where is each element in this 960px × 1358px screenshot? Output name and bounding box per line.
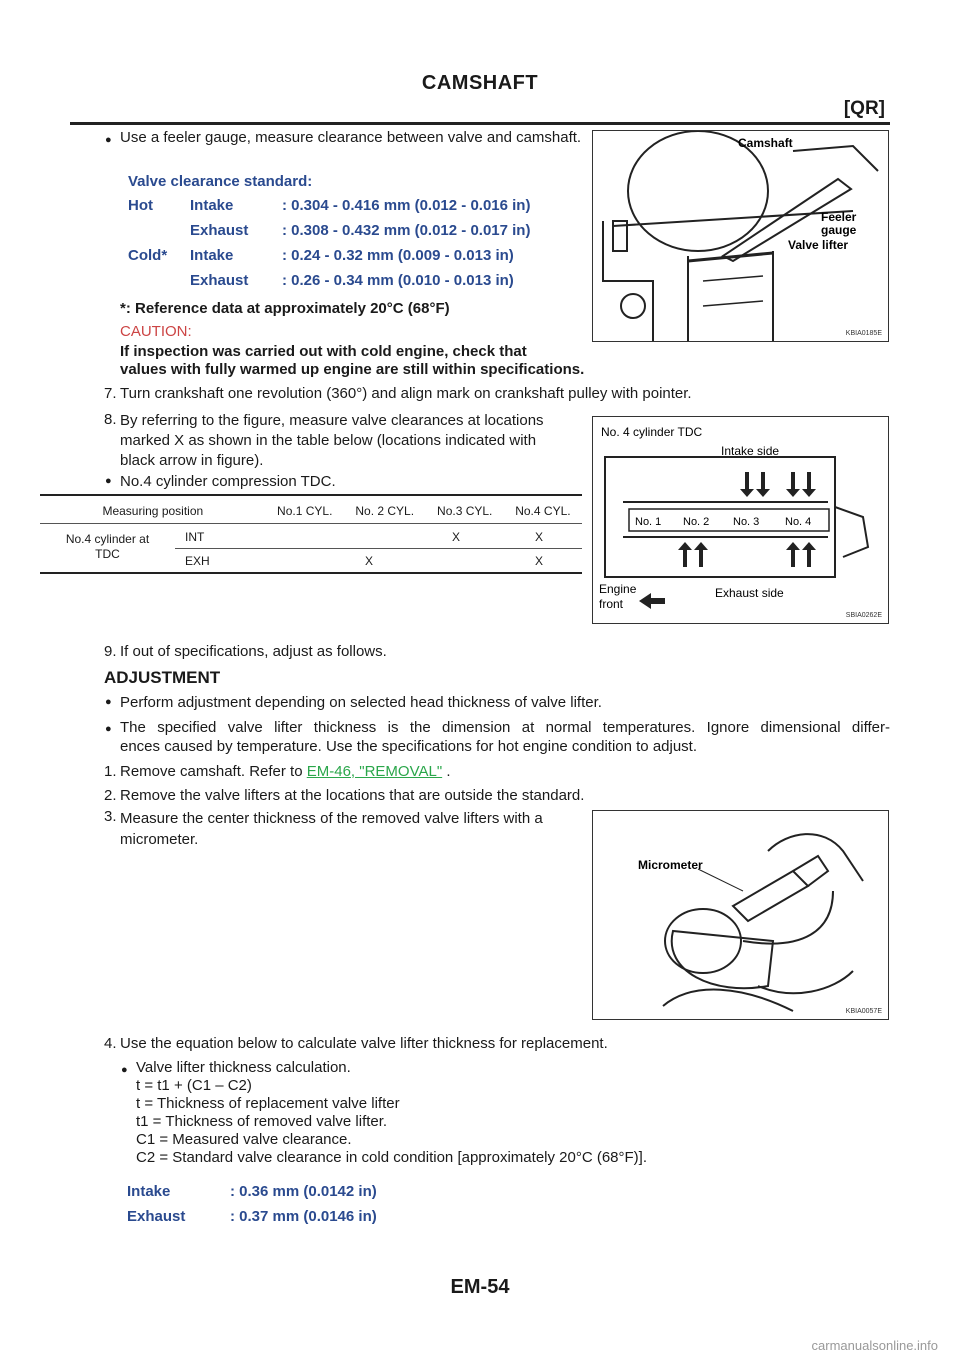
label-no3: No. 3	[733, 516, 760, 528]
table-row-label: EXH	[185, 554, 210, 568]
table-rule-bottom	[40, 572, 582, 574]
table-cell: X	[535, 530, 544, 544]
adj-step-1	[120, 763, 451, 780]
spec-note: *: Reference data at approximately 20°C (68°F)	[120, 300, 450, 317]
section-tag: [QR]	[843, 98, 885, 119]
removal-link[interactable]: EM-46, "REMOVAL"	[306, 763, 443, 780]
label-no2: No. 2	[683, 516, 710, 528]
spec-type: Intake	[190, 247, 234, 264]
caution-line: values with fully warmed up engine are still within specifications.	[120, 361, 585, 378]
callout-micrometer: Micrometer	[638, 858, 703, 872]
label-tdc: No. 4 cylinder TDC	[601, 425, 703, 439]
step-9-text: If out of specifications, adjust as follows.	[120, 643, 387, 660]
spec-type: Intake	[190, 197, 234, 214]
exhaust-arrows	[678, 542, 816, 567]
table-header: Measuring position	[102, 504, 204, 518]
step-number: 4.	[104, 1035, 117, 1052]
feeler-gauge-illustration	[593, 131, 888, 341]
spec-cond: Cold*	[128, 247, 168, 264]
table-header: No.1 CYL.	[277, 504, 333, 518]
figure-micrometer	[592, 810, 889, 1020]
bullet-tdc: ● No.4 cylinder compression TDC.	[120, 473, 336, 490]
figure-cylinder-head	[592, 416, 889, 624]
step-8-line: By referring to the figure, measure valve clearances at locations	[120, 412, 544, 429]
bullet-calculation	[136, 1059, 647, 1167]
table-header-row	[40, 500, 582, 522]
label-intake-side: Intake side	[721, 444, 780, 458]
bullet-line: ● The specified valve lifter thickness is the dimension at normal temperatures. Ignore dimensional differ-	[120, 719, 890, 736]
cylinder-head-illustration	[593, 417, 888, 623]
intake-arrows	[740, 472, 816, 497]
table-group-line: TDC	[95, 547, 120, 561]
page-number: EM-54	[450, 1276, 510, 1298]
spec-value: : 0.308 - 0.432 mm (0.012 - 0.017 in)	[282, 222, 531, 239]
caution-label: CAUTION:	[120, 323, 192, 340]
adj-step-3-line: micrometer.	[120, 831, 199, 848]
table-rule-top	[40, 494, 582, 496]
table-group-label	[40, 532, 175, 562]
step-7-text: Turn crankshaft one revolution (360°) and align mark on crankshaft pulley with pointer.	[120, 385, 692, 402]
calc-line: C2 = Standard valve clearance in cold condition [approximately 20°C (68°F)].	[136, 1149, 648, 1166]
calc-line: t1 = Thickness of removed valve lifter.	[136, 1113, 388, 1130]
table-cell: X	[535, 554, 544, 568]
step-8-line: black arrow in figure).	[120, 452, 264, 469]
label-engine: Engine	[599, 582, 637, 596]
callout-feeler: Feeler	[821, 210, 857, 224]
calc-line: t = t1 + (C1 – C2)	[136, 1077, 252, 1094]
calc-line: ● Valve lifter thickness calculation.	[136, 1059, 351, 1076]
step-8-line: marked X as shown in the table below (locations indicated with	[120, 432, 537, 449]
adj-step-2: Remove the valve lifters at the locations that are outside the standard.	[120, 787, 585, 804]
spec-value: : 0.304 - 0.416 mm (0.012 - 0.016 in)	[282, 197, 531, 214]
adj-step-4: Use the equation below to calculate valve lifter thickness for replacement.	[120, 1035, 608, 1052]
adjustment-heading: ADJUSTMENT	[104, 668, 221, 687]
step-number: 2.	[104, 787, 117, 804]
callout-gauge: gauge	[821, 223, 857, 237]
step-number: 3.	[104, 808, 117, 825]
adj-step-3	[120, 808, 543, 850]
micrometer-illustration	[593, 811, 888, 1019]
adj-step-1-after: .	[446, 763, 451, 780]
watermark: carmanualsonline.info	[811, 1338, 938, 1353]
spec-heading: Valve clearance standard:	[128, 173, 313, 190]
cold-std-value: : 0.37 mm (0.0146 in)	[230, 1208, 377, 1225]
step-number: 1.	[104, 763, 117, 780]
calc-line: C1 = Measured valve clearance.	[136, 1131, 352, 1148]
calc-line: t = Thickness of replacement valve lifter	[136, 1095, 400, 1112]
caution-line: If inspection was carried out with cold engine, check that	[120, 343, 527, 360]
step-number: 8.	[104, 411, 117, 428]
table-header: No. 2 CYL.	[355, 504, 415, 518]
label-front: front	[599, 597, 624, 611]
callout-valve-lifter: Valve lifter	[788, 238, 849, 252]
table-group-line: No.4 cylinder at	[65, 532, 150, 546]
step-8-text	[120, 411, 544, 471]
table-rule	[175, 548, 582, 549]
adj-step-1-text: Remove camshaft. Refer to	[120, 763, 303, 780]
spec-type: Exhaust	[190, 272, 249, 289]
table-header: No.3 CYL.	[437, 504, 493, 518]
measuring-table	[40, 500, 582, 522]
spec-value: : 0.24 - 0.32 mm (0.009 - 0.013 in)	[282, 247, 514, 264]
table-row-label: INT	[185, 530, 205, 544]
label-exhaust-side: Exhaust side	[715, 586, 784, 600]
page-title: CAMSHAFT	[421, 72, 539, 94]
figure-feeler-gauge	[592, 130, 889, 342]
cold-std-value: : 0.36 mm (0.0142 in)	[230, 1183, 377, 1200]
cold-std-type: Intake	[127, 1183, 171, 1200]
step-number: 7.	[104, 385, 117, 402]
table-header: No.4 CYL.	[515, 504, 571, 518]
figure-id: SBIA0262E	[845, 612, 882, 619]
header-rule	[70, 122, 890, 125]
label-no1: No. 1	[635, 516, 662, 528]
figure-id: KBIA0057E	[845, 1008, 882, 1015]
bullet-adjustment: ● Perform adjustment depending on selected head thickness of valve lifter.	[120, 694, 602, 711]
spec-cond: Hot	[128, 197, 153, 214]
table-cell: X	[452, 530, 461, 544]
adj-step-3-line: Measure the center thickness of the removed valve lifters with a	[120, 810, 543, 827]
step-number: 9.	[104, 643, 117, 660]
label-no4: No. 4	[785, 516, 812, 528]
spec-value: : 0.26 - 0.34 mm (0.010 - 0.013 in)	[282, 272, 514, 289]
bullet-line: ences caused by temperature. Use the specifications for hot engine condition to adjust.	[120, 738, 698, 755]
callout-camshaft: Camshaft	[738, 136, 793, 150]
cold-std-type: Exhaust	[127, 1208, 186, 1225]
bullet-adjustment	[120, 718, 890, 756]
table-cell: X	[365, 554, 374, 568]
spec-type: Exhaust	[190, 222, 249, 239]
bullet-feeler-gauge: ● Use a feeler gauge, measure clearance between valve and camshaft.	[120, 128, 582, 148]
table-rule	[40, 523, 582, 524]
figure-id: KBIA0185E	[845, 330, 882, 337]
engine-front-arrow-icon	[639, 593, 665, 609]
